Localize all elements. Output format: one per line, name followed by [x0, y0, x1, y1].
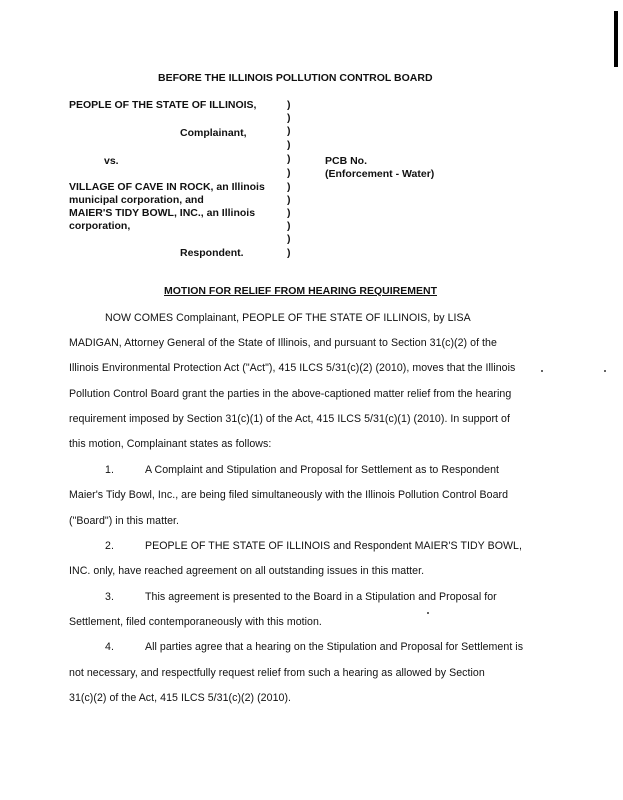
caption-paren: )	[287, 139, 291, 151]
scan-speck	[541, 370, 543, 372]
intro-line: this motion, Complainant states as follows:	[69, 438, 272, 450]
intro-line: Illinois Environmental Protection Act ("Act"), 415 ILCS 5/31(c)(2) (2010), moves that the Illinois	[69, 362, 516, 374]
defendant-line: VILLAGE OF CAVE IN ROCK, an Illinois	[69, 181, 265, 193]
scan-speck	[604, 370, 606, 372]
intro-line: MADIGAN, Attorney General of the State of Illinois, and pursuant to Section 31(c)(2) of the	[69, 337, 497, 349]
respondent-label: Respondent.	[180, 247, 244, 259]
scan-speck	[427, 612, 429, 614]
paragraph-text: not necessary, and respectfully request relief from such a hearing as allowed by Section	[69, 667, 485, 679]
paragraph-number: 3.	[105, 591, 114, 603]
intro-line: requirement imposed by Section 31(c)(1) of the Act, 415 ILCS 5/31(c)(1) (2010). In support of	[69, 413, 510, 425]
paragraph-text: 31(c)(2) of the Act, 415 ILCS 5/31(c)(2) (2010).	[69, 692, 292, 704]
paragraph-text: PEOPLE OF THE STATE OF ILLINOIS and Respondent MAIER'S TIDY BOWL,	[145, 540, 522, 552]
paragraph-number: 1.	[105, 464, 114, 476]
defendant-line: municipal corporation, and	[69, 194, 204, 206]
caption-paren: )	[287, 112, 291, 124]
complainant-label: Complainant,	[180, 127, 247, 139]
defendant-line: corporation,	[69, 220, 131, 232]
board-heading: BEFORE THE ILLINOIS POLLUTION CONTROL BOARD	[158, 72, 433, 84]
caption-paren: )	[287, 233, 291, 245]
paragraph-text: INC. only, have reached agreement on all outstanding issues in this matter.	[69, 565, 425, 577]
intro-line: NOW COMES Complainant, PEOPLE OF THE STATE OF ILLINOIS, by LISA	[105, 312, 471, 324]
intro-line: Pollution Control Board grant the parties in the above-captioned matter relief from the hearing	[69, 388, 512, 400]
caption-paren: )	[287, 99, 291, 111]
caption-paren: )	[287, 207, 291, 219]
paragraph-text: A Complaint and Stipulation and Proposal for Settlement as to Respondent	[145, 464, 499, 476]
paragraph-text: ("Board") in this matter.	[69, 515, 180, 527]
caption-paren: )	[287, 220, 291, 232]
enforcement-type: (Enforcement - Water)	[325, 168, 435, 180]
defendant-line: MAIER'S TIDY BOWL, INC., an Illinois	[69, 207, 256, 219]
pcb-number-label: PCB No.	[325, 155, 367, 167]
paragraph-text: This agreement is presented to the Board in a Stipulation and Proposal for	[145, 591, 497, 603]
caption-paren: )	[287, 153, 291, 165]
paragraph-text: Settlement, filed contemporaneously with this motion.	[69, 616, 322, 628]
caption-paren: )	[287, 194, 291, 206]
versus-label: vs.	[104, 155, 119, 167]
paragraph-number: 4.	[105, 641, 114, 653]
motion-title: MOTION FOR RELIEF FROM HEARING REQUIREMENT	[164, 285, 437, 297]
scan-margin-mark	[614, 11, 618, 67]
plaintiff-name: PEOPLE OF THE STATE OF ILLINOIS,	[69, 99, 257, 111]
caption-paren: )	[287, 247, 291, 259]
paragraph-text: All parties agree that a hearing on the Stipulation and Proposal for Settlement is	[145, 641, 524, 653]
caption-paren: )	[287, 125, 291, 137]
caption-paren: )	[287, 167, 291, 179]
paragraph-number: 2.	[105, 540, 114, 552]
paragraph-text: Maier's Tidy Bowl, Inc., are being filed simultaneously with the Illinois Pollution Control Board	[69, 489, 509, 501]
caption-paren: )	[287, 181, 291, 193]
